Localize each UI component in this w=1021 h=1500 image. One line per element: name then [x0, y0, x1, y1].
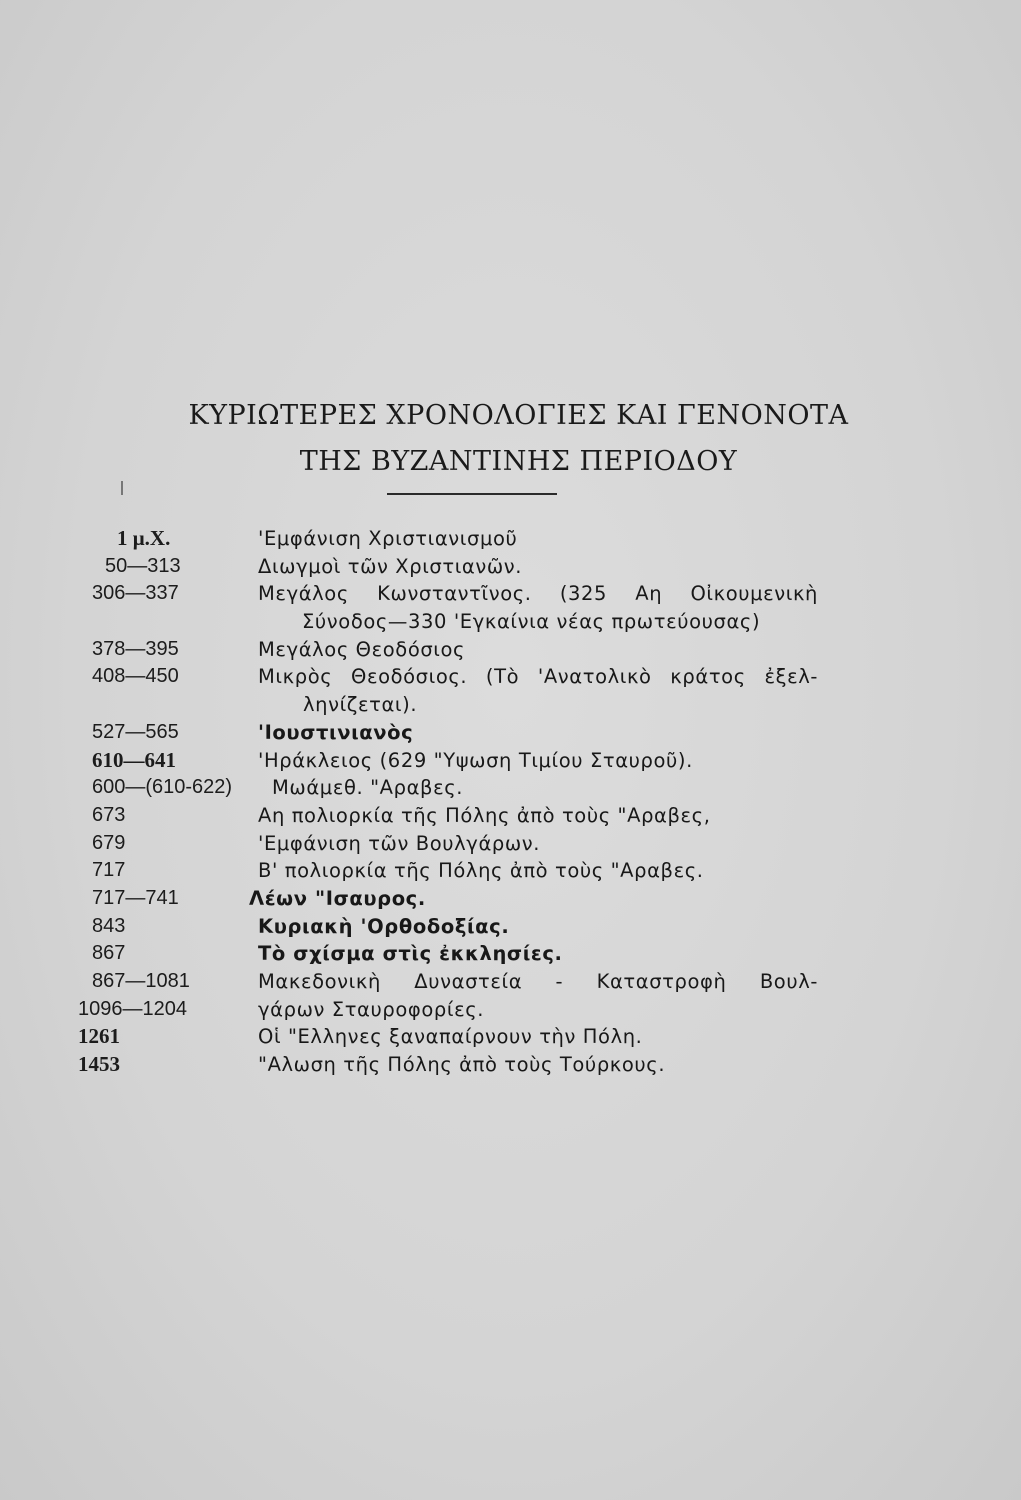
entry-text: Μεγάλος Κωνσταντῖνος. (325 Αη Οἰκουμενικὴ [258, 582, 818, 606]
entry-text-continued: ληνίζεται). [303, 693, 418, 717]
entry-date: 843 [92, 914, 126, 937]
entry-text: Οἱ "Ελληνες ξαναπαίρνουν τὴν Πόλη. [258, 1025, 643, 1049]
entry-date: 717 [92, 859, 126, 882]
list-item [0, 663, 1021, 718]
list-item [0, 1051, 1021, 1079]
entry-date: 306—337 [92, 582, 179, 605]
entry-date: 717—741 [92, 886, 179, 909]
list-item [0, 996, 1021, 1024]
entry-text: Διωγμοὶ τῶν Χριστιανῶν. [258, 554, 523, 578]
entry-text: Κυριακὴ 'Ορθοδοξίας. [258, 914, 510, 938]
entry-text: Λέων "Ισαυρος. [249, 886, 426, 910]
entry-text: Β' πολιορκία τῆς Πόλης ἀπὸ τοὺς "Αραβες. [258, 859, 704, 883]
entry-text: "Αλωση τῆς Πόλης ἀπὸ τοὺς Τούρκους. [258, 1053, 666, 1077]
entry-date: 610—641 [92, 747, 176, 772]
list-item [0, 747, 1021, 775]
entry-date: 378—395 [92, 637, 179, 660]
entry-date: 1 μ.Χ. [117, 526, 171, 550]
page-title-line-2: ΤΗΣ ΒΥΖΑΝΤΙΝΗΣ ΠΕΡΙΟΔΟΥ [299, 446, 738, 477]
entry-date: 867—1081 [92, 970, 190, 993]
entry-date: 408—450 [92, 665, 179, 688]
entry-date: 1096—1204 [78, 997, 187, 1020]
entry-text: 'Εμφάνιση Χριστιανισμοῦ [258, 527, 518, 550]
entry-date: 673 [92, 803, 126, 826]
entry-text-block [258, 580, 818, 635]
list-item [0, 913, 1021, 941]
entry-text: 'Ηράκλειος (629 "Υψωση Τιμίου Σταυροῦ). [258, 748, 693, 772]
entry-date: 50—313 [105, 554, 181, 577]
margin-tick-mark [121, 481, 123, 495]
list-item [0, 802, 1021, 830]
list-item [0, 830, 1021, 858]
entry-text: Μεγάλος Θεοδόσιος [258, 637, 466, 661]
entry-text: Μικρὸς Θεοδόσιος. (Τὸ 'Ανατολικὸ κράτος ἐξελ- [258, 665, 818, 689]
entry-text: γάρων Σταυροφορίες. [258, 997, 485, 1021]
entry-text: Μωάμεθ. "Αραβες. [272, 776, 464, 800]
entry-text: Τὸ σχίσμα στὶς ἐκκλησίες. [258, 942, 563, 966]
entry-date: 527—565 [92, 720, 179, 743]
list-item [0, 857, 1021, 885]
list-item [0, 940, 1021, 968]
chronology-list [0, 525, 1021, 1079]
entry-text-block [258, 663, 818, 718]
list-item [0, 719, 1021, 747]
entry-text: 'Ιουστινιανὸς [258, 720, 414, 744]
entry-date: 867 [92, 942, 126, 965]
list-item [0, 580, 1021, 635]
list-item [0, 525, 1021, 553]
title-divider [387, 493, 557, 495]
list-item [0, 1023, 1021, 1051]
entry-date: 600—(610-622) [92, 776, 233, 799]
page-title-line-1: ΚΥΡΙΩΤΕΡΕΣ ΧΡΟΝΟΛΟΓΙΕΣ ΚΑΙ ΓΕΝΟΝΟΤΑ [188, 400, 849, 431]
list-item [0, 774, 1021, 802]
entry-date: 1453 [78, 1052, 120, 1077]
entry-text-continued: Σύνοδος—330 'Εγκαίνια νέας πρωτεύουσας) [302, 610, 761, 634]
entry-date: 679 [92, 831, 126, 854]
list-item [0, 553, 1021, 581]
list-item [0, 968, 1021, 996]
list-item [0, 885, 1021, 913]
entry-date: 1261 [78, 1024, 120, 1049]
entry-text: Μακεδονικὴ Δυναστεία - Καταστροφὴ Βουλ- [258, 970, 818, 994]
entry-text: Αη πολιορκία τῆς Πόλης ἀπὸ τοὺς "Αραβες, [258, 803, 711, 827]
entry-text: 'Εμφάνιση τῶν Βουλγάρων. [258, 831, 541, 855]
list-item [0, 636, 1021, 664]
